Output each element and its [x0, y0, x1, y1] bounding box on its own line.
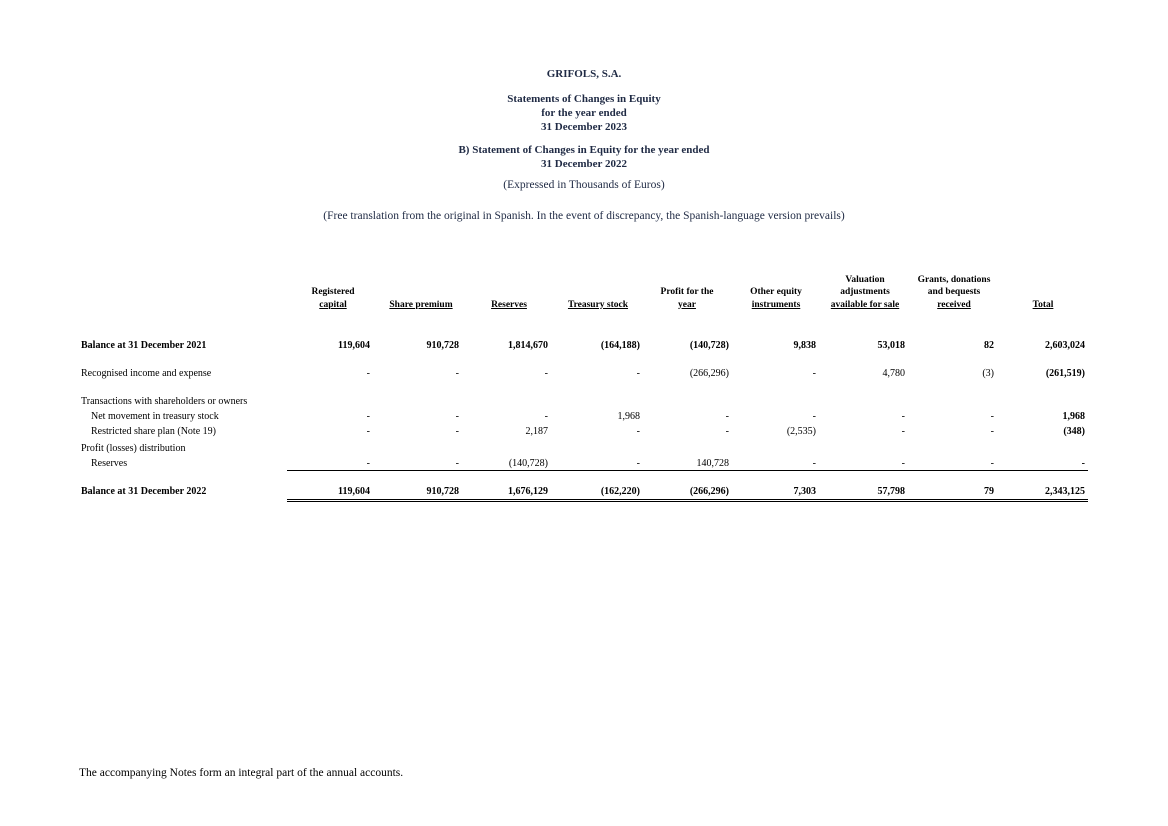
column-header-line: Grants, donations	[917, 274, 991, 285]
table-cell: 82	[984, 340, 994, 351]
column-header	[548, 299, 648, 312]
column-header-line: Registered	[311, 287, 355, 297]
table-cell: -	[812, 411, 816, 422]
column-header	[371, 299, 471, 312]
table-cell: 9,838	[793, 340, 816, 351]
translation-note: (Free translation from the original in Spanish. In the event of discrepancy, the Spanish-language version prevails)	[323, 210, 845, 222]
table-cell: -	[366, 411, 370, 422]
table-cell: 79	[984, 486, 994, 497]
table-cell: -	[455, 458, 459, 469]
column-header	[815, 274, 915, 312]
column-header	[904, 274, 1004, 312]
column-header-line: received	[937, 299, 971, 310]
column-header-line: and bequests	[927, 287, 981, 297]
table-cell: -	[990, 411, 994, 422]
table-cell: 1,968	[1062, 411, 1085, 422]
column-header	[993, 299, 1093, 312]
table-cell: (140,728)	[508, 458, 548, 469]
table-cell: 2,187	[525, 426, 548, 437]
column-header-line: available for sale	[830, 299, 900, 310]
row-label: Transactions with shareholders or owners	[81, 396, 248, 407]
column-header-line: capital	[319, 299, 347, 310]
table-cell: 140,728	[696, 458, 729, 469]
title-line: Statements of Changes in Equity	[507, 93, 661, 105]
row-label: Profit (losses) distribution	[81, 443, 186, 454]
table-cell: (348)	[1063, 426, 1085, 437]
column-header-line: year	[678, 299, 696, 310]
table-cell: 7,303	[793, 486, 816, 497]
statement-title	[0, 92, 1168, 134]
column-header	[637, 286, 737, 311]
row-label: Balance at 31 December 2022	[81, 486, 207, 497]
table-cell: -	[366, 368, 370, 379]
column-header-line: adjustments	[840, 287, 890, 297]
currency-note: (Expressed in Thousands of Euros)	[503, 179, 665, 191]
row-label: Restricted share plan (Note 19)	[91, 426, 216, 437]
row-label: Balance at 31 December 2021	[81, 340, 207, 351]
table-cell: -	[636, 426, 640, 437]
row-label: Net movement in treasury stock	[91, 411, 219, 422]
table-cell: -	[901, 411, 905, 422]
subtitle-line: B) Statement of Changes in Equity for the year ended	[458, 144, 710, 156]
table-cell: -	[1081, 458, 1085, 469]
table-cell: -	[455, 426, 459, 437]
company-name: GRIFOLS, S.A.	[546, 68, 622, 80]
table-cell: -	[366, 426, 370, 437]
table-cell: 2,603,024	[1045, 340, 1085, 351]
table-cell: -	[544, 368, 548, 379]
table-cell: -	[901, 426, 905, 437]
table-cell: 910,728	[426, 340, 459, 351]
table-cell: (164,188)	[600, 340, 640, 351]
table-cell: (261,519)	[1045, 368, 1085, 379]
table-cell: (266,296)	[689, 486, 729, 497]
table-cell: (266,296)	[689, 368, 729, 379]
column-header	[283, 286, 383, 311]
table-cell: 1,968	[617, 411, 640, 422]
table-cell: 57,798	[877, 486, 905, 497]
statement-subtitle	[0, 143, 1168, 171]
table-cell: -	[544, 411, 548, 422]
table-cell: (3)	[982, 368, 994, 379]
table-cell: -	[990, 426, 994, 437]
table-cell: (2,535)	[786, 426, 816, 437]
column-header	[459, 299, 559, 312]
column-header-line: Valuation	[845, 274, 885, 285]
column-header-line: Share premium	[389, 299, 453, 310]
column-header-line: instruments	[751, 299, 801, 310]
column-header-line: Other equity	[750, 287, 802, 297]
table-cell: 4,780	[882, 368, 905, 379]
table-cell: -	[901, 458, 905, 469]
table-cell: -	[725, 411, 729, 422]
column-header	[726, 286, 826, 311]
table-cell: -	[636, 368, 640, 379]
table-cell: 1,814,670	[508, 340, 548, 351]
table-cell: -	[455, 411, 459, 422]
table-cell: -	[812, 458, 816, 469]
footnote: The accompanying Notes form an integral part of the annual accounts.	[79, 767, 404, 779]
title-line: 31 December 2023	[541, 121, 627, 133]
total-rule-bottom	[287, 501, 1088, 502]
column-header-line: Reserves	[491, 299, 527, 310]
table-cell: -	[366, 458, 370, 469]
row-label: Recognised income and expense	[81, 368, 212, 379]
table-cell: 119,604	[338, 340, 370, 351]
table-cell: -	[812, 368, 816, 379]
column-header-line: Profit for the	[660, 287, 714, 297]
table-cell: 1,676,129	[508, 486, 548, 497]
table-cell: (162,220)	[600, 486, 640, 497]
table-cell: (140,728)	[689, 340, 729, 351]
table-cell: -	[455, 368, 459, 379]
subtotal-rule	[287, 470, 1088, 471]
table-cell: -	[636, 458, 640, 469]
row-label: Reserves	[91, 458, 128, 469]
column-header-line: Treasury stock	[567, 299, 629, 310]
table-cell: -	[725, 426, 729, 437]
column-header-line: Total	[1032, 299, 1054, 310]
table-cell: 53,018	[877, 340, 905, 351]
subtitle-line: 31 December 2022	[541, 158, 627, 170]
title-line: for the year ended	[541, 107, 627, 119]
table-cell: -	[990, 458, 994, 469]
total-rule-top	[287, 499, 1088, 500]
table-cell: 119,604	[338, 486, 370, 497]
table-cell: 2,343,125	[1045, 486, 1085, 497]
table-cell: 910,728	[426, 486, 459, 497]
